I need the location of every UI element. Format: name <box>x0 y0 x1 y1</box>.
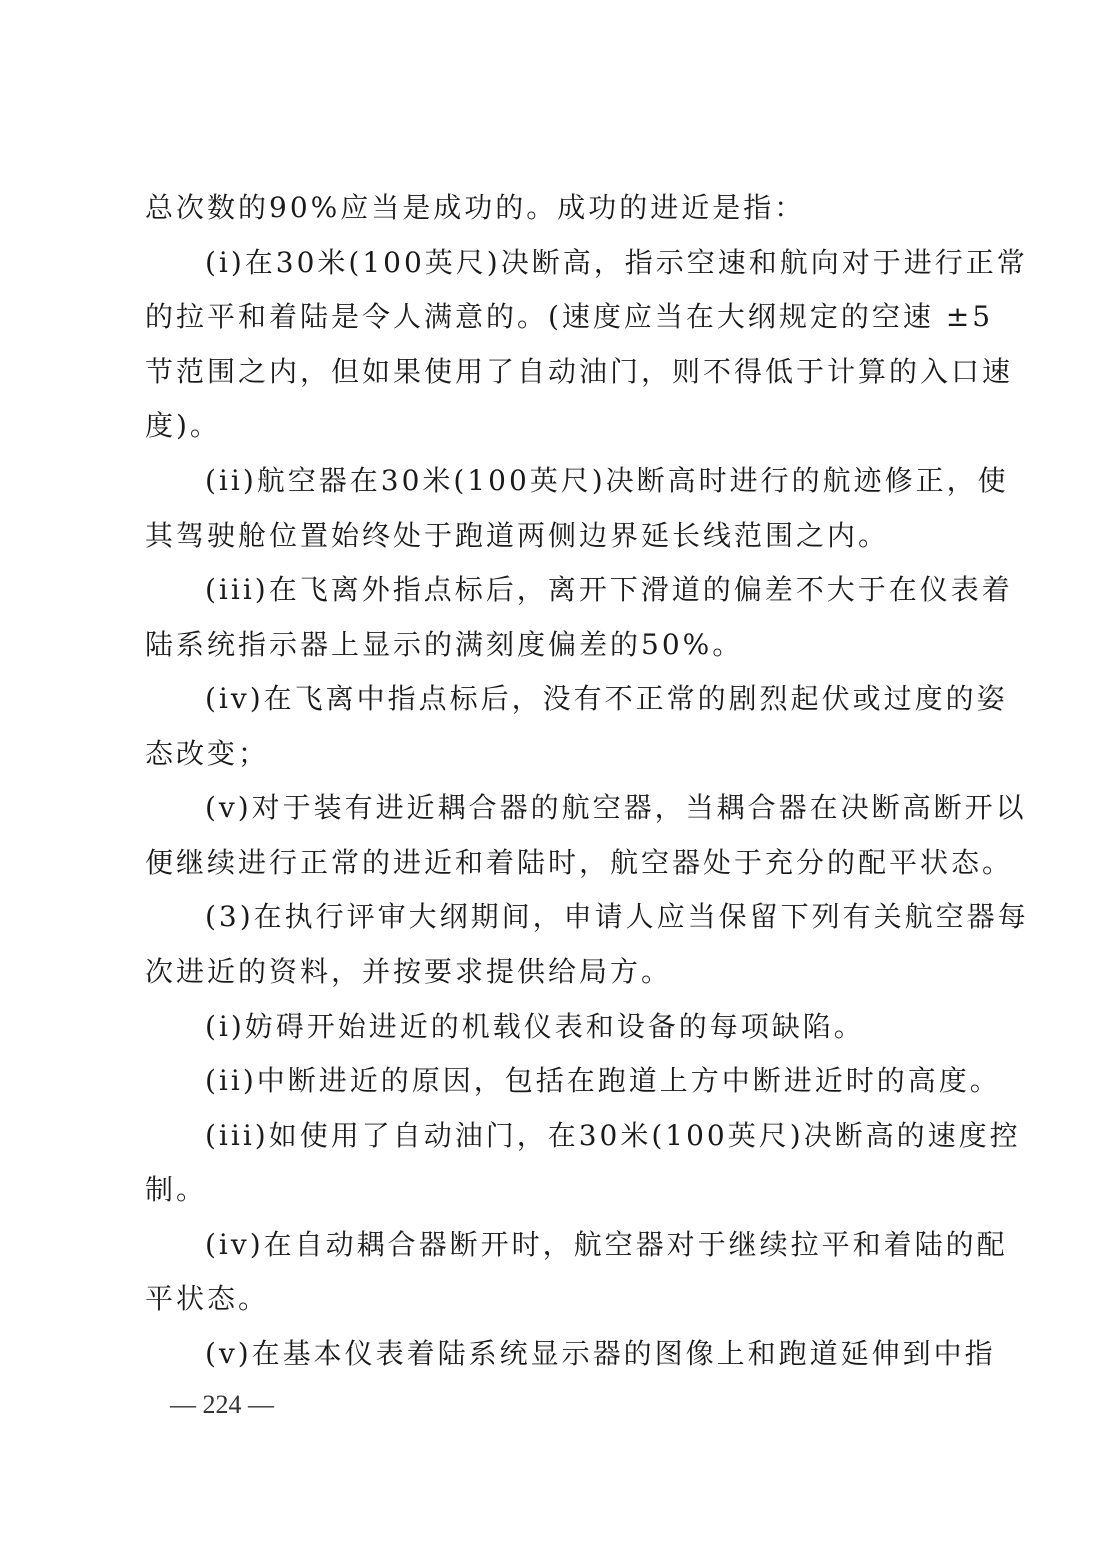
page-number: — 224 — <box>170 1390 274 1419</box>
text-line: (ii)中断进近的原因，包括在跑道上方中断进近时的高度。 <box>205 1064 1001 1097</box>
text-line: (iv)在飞离中指点标后，没有不正常的剧烈起伏或过度的姿 <box>205 682 1008 715</box>
text-line: 态改变； <box>145 737 270 770</box>
text-line: (iv)在自动耦合器断开时，航空器对于继续拉平和着陆的配 <box>205 1228 1008 1261</box>
text-line: 度)。 <box>145 409 221 442</box>
text-line: (v)在基本仪表着陆系统显示器的图像上和跑道延伸到中指 <box>205 1337 996 1370</box>
text-line: 其驾驶舱位置始终处于跑道两侧边界延长线范围之内。 <box>145 519 890 552</box>
text-line: 陆系统指示器上显示的满刻度偏差的50%。 <box>145 628 744 661</box>
text-line: 的拉平和着陆是令人满意的。(速度应当在大纲规定的空速 ±5 <box>145 300 994 333</box>
text-line: 平状态。 <box>145 1282 270 1315</box>
text-line: 制。 <box>145 1173 208 1206</box>
text-line: (i)妨碍开始进近的机载仪表和设备的每项缺陷。 <box>205 1010 865 1043</box>
text-line: (iii)如使用了自动油门，在30米(100英尺)决断高的速度控 <box>205 1119 1021 1152</box>
text-line: 节范围之内，但如果使用了自动油门，则不得低于计算的入口速 <box>145 355 1014 388</box>
text-line: (iii)在飞离外指点标后，离开下滑道的偏差不大于在仪表着 <box>205 573 1013 606</box>
text-line: (v)对于装有进近耦合器的航空器，当耦合器在决断高断开以 <box>205 791 1027 824</box>
text-line: 次进近的资料，并按要求提供给局方。 <box>145 955 673 988</box>
text-line: 便继续进行正常的进近和着陆时，航空器处于充分的配平状态。 <box>145 846 1014 879</box>
text-line: (3)在执行评审大纲期间，申请人应当保留下列有关航空器每 <box>205 900 1029 933</box>
text-line: (i)在30米(100英尺)决断高，指示空速和航向对于进行正常 <box>205 246 1028 279</box>
text-line: (ii)航空器在30米(100英尺)决断高时进行的航迹修正，使 <box>205 464 1009 497</box>
text-line: 总次数的90%应当是成功的。成功的进近是指： <box>145 191 806 224</box>
